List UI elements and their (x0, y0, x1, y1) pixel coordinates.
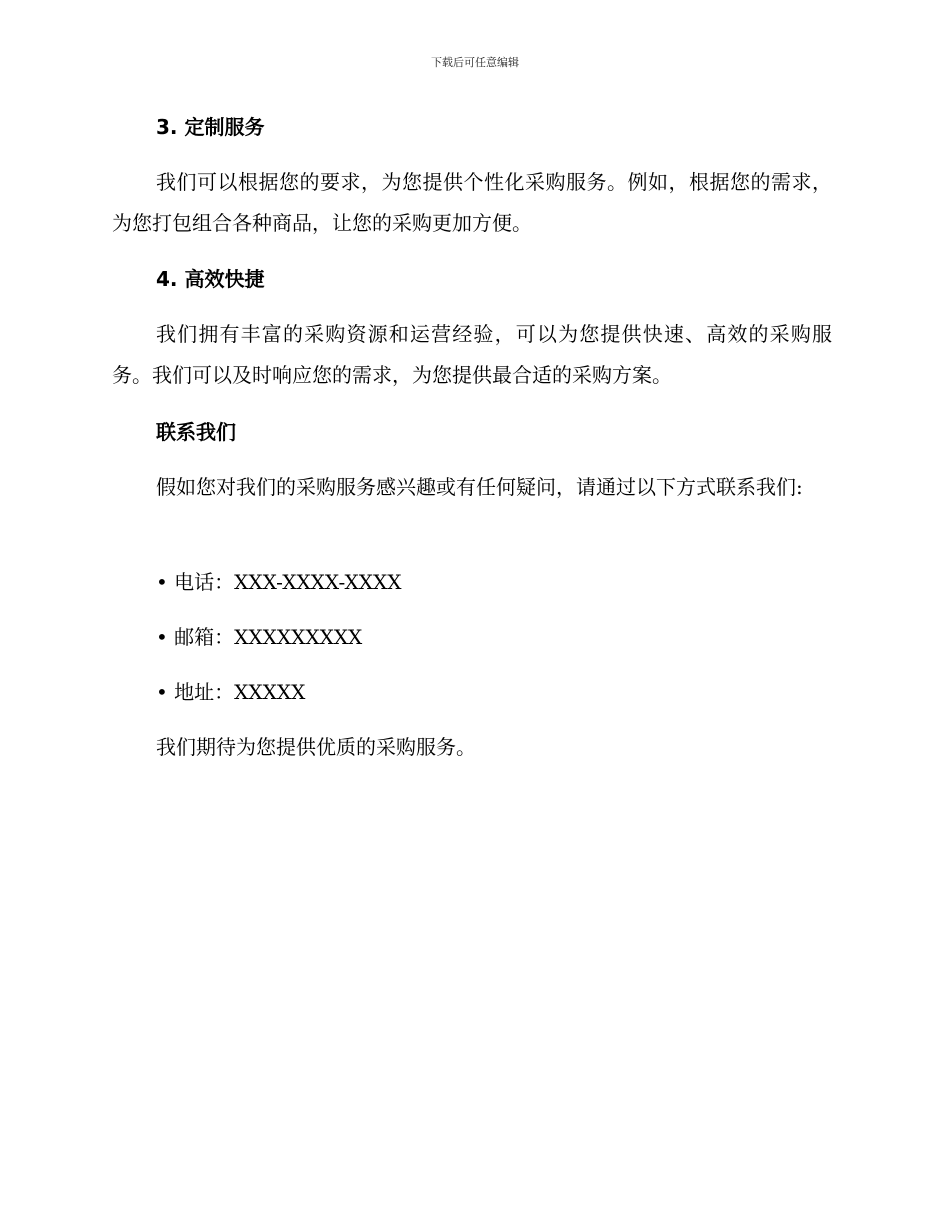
contact-phone: • 电话：XXX-XXXX-XXXX (156, 570, 402, 594)
page-header: 下载后可任意编辑 (431, 56, 519, 69)
contact-email: • 邮箱：XXXXXXXXX (156, 625, 363, 649)
section-paragraph-efficient: 我们拥有丰富的采购资源和运营经验，可以为您提供快速、高效的采购服务。我们可以及时响应您的需求，为您提供最合适的采购方案。 (112, 322, 832, 387)
section-heading-custom-service: 3. 定制服务 (156, 115, 265, 139)
section-heading-efficient: 4. 高效快捷 (156, 267, 265, 291)
section-heading-contact: 联系我们 (156, 420, 236, 444)
section-paragraph-contact: 假如您对我们的采购服务感兴趣或有任何疑问，请通过以下方式联系我们: (156, 475, 803, 499)
section-paragraph-custom-service: 我们可以根据您的要求，为您提供个性化采购服务。例如，根据您的需求，为您打包组合各种商品，让您的采购更加方便。 (112, 170, 832, 235)
closing-text: 我们期待为您提供优质的采购服务。 (156, 735, 476, 759)
contact-address: • 地址：XXXXX (156, 680, 306, 704)
